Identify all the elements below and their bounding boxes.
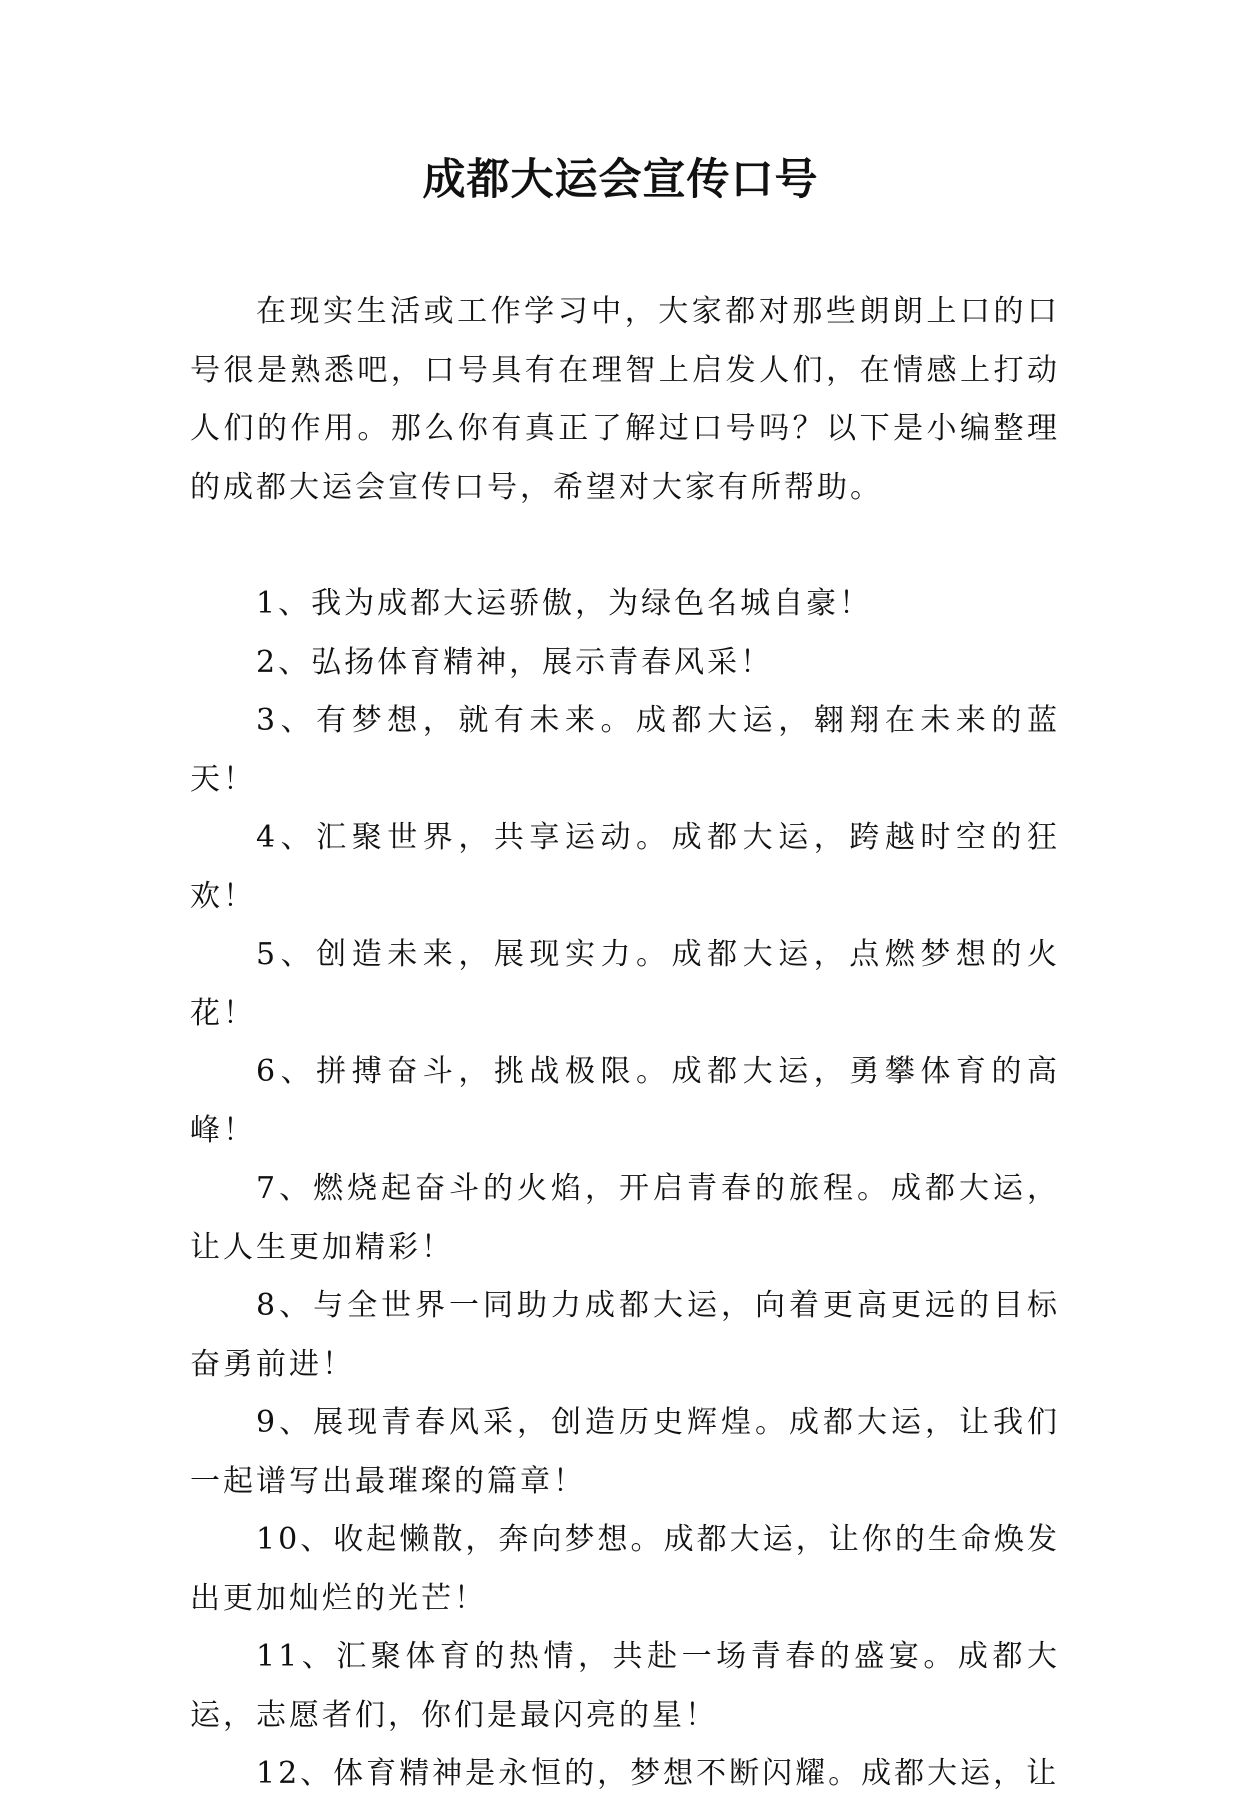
- slogan-item: 8、与全世界一同助力成都大运，向着更高更远的目标奋勇前进！: [190, 1288, 1060, 1382]
- slogan-list: [190, 575, 1060, 1804]
- slogan-item: 5、创造未来，展现实力。成都大运，点燃梦想的火花！: [190, 937, 1060, 1031]
- slogan-item: 4、汇聚世界，共享运动。成都大运，跨越时空的狂欢！: [190, 820, 1060, 914]
- slogan-item: 1、我为成都大运骄傲，为绿色名城自豪！: [256, 586, 873, 621]
- slogan-item: 2、弘扬体育精神，展示青春风采！: [256, 644, 774, 680]
- slogan-item: 7、燃烧起奋斗的火焰，开启青春的旅程。成都大运，让人生更加精彩！: [190, 1171, 1060, 1265]
- slogan-item: 12、体育精神是永恒的，梦想不断闪耀。成都大运，让: [256, 1756, 1060, 1791]
- slogan-item: 11、汇聚体育的热情，共赴一场青春的盛宴。成都大运，志愿者们，你们是最闪亮的星！: [190, 1639, 1060, 1733]
- slogan-item: 10、收起懒散，奔向梦想。成都大运，让你的生命焕发出更加灿烂的光芒！: [190, 1522, 1060, 1616]
- page-title: 成都大运会宣传口号: [422, 155, 819, 205]
- slogan-item: 9、展现青春风采，创造历史辉煌。成都大运，让我们一起谱写出最璀璨的篇章！: [190, 1405, 1060, 1499]
- slogan-item: 3、有梦想，就有未来。成都大运，翱翔在未来的蓝天！: [190, 703, 1060, 797]
- intro-paragraph: 在现实生活或工作学习中，大家都对那些朗朗上口的口号很是熟悉吧，口号具有在理智上启发人们，在情感上打动人们的作用。那么你有真正了解过口号吗？以下是小编整理的成都大运会宣传口号，希望对大家有所帮助。: [190, 294, 1060, 505]
- slogan-item: 6、拼搏奋斗，挑战极限。成都大运，勇攀体育的高峰！: [190, 1054, 1060, 1148]
